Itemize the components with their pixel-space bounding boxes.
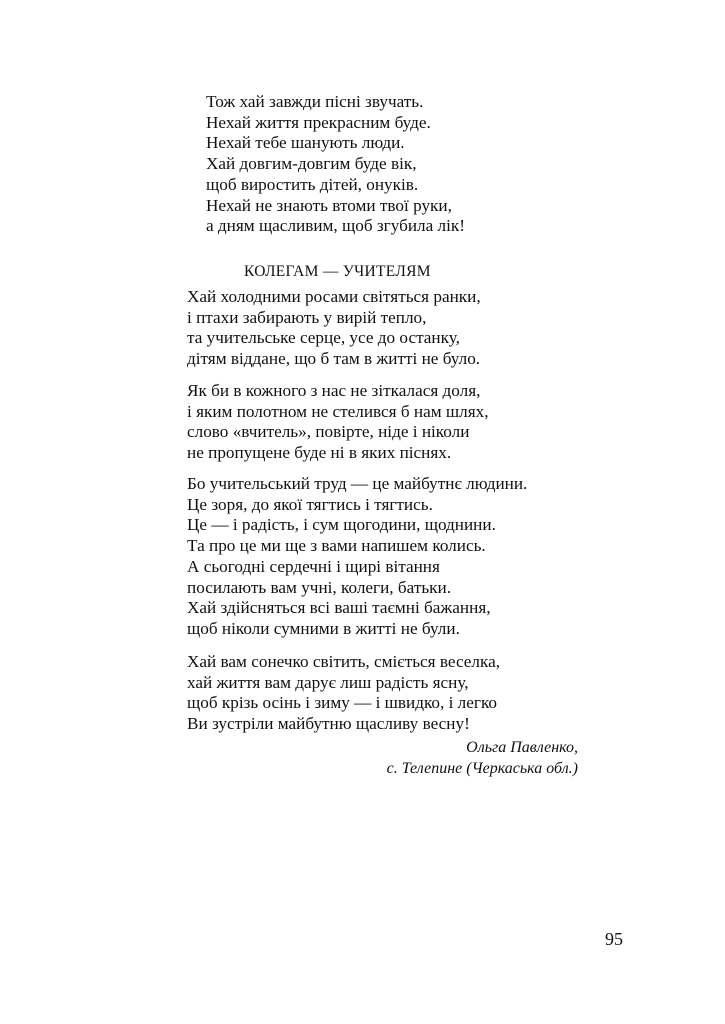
intro-line: а дням щасливим, щоб згубила лік! (206, 216, 465, 236)
poem-title: КОЛЕГАМ — УЧИТЕЛЯМ (244, 263, 431, 280)
poem-line: Хай здійсняться всі ваші таємні бажання, (187, 598, 491, 618)
poem-line: і яким полотном не стелився б нам шлях, (187, 401, 489, 421)
intro-line: щоб виростить дітей, онуків. (206, 174, 419, 194)
poem-line: та учительське серце, усе до останку, (187, 328, 460, 348)
intro-line: Нехай життя прекрасним буде. (206, 112, 431, 132)
poem-line: Хай холодними росами світяться ранки, (187, 287, 481, 306)
intro-line: Нехай тебе шанують люди. (206, 133, 405, 153)
author-location: с. Телепине (Черкаська обл.) (386, 760, 578, 777)
author-name: Ольга Павленко, (466, 739, 578, 756)
poem-line: Ви зустріли майбутню щасливу весну! (187, 714, 470, 734)
poem-line: А сьогодні сердечні і щирі вітання (187, 556, 440, 576)
poem-stanza-3 (187, 474, 527, 640)
poem-line: слово «вчитель», повірте, ніде і ніколи (187, 422, 470, 442)
intro-line: Тож хай завжди пісні звучать. (206, 92, 424, 111)
intro-line: Хай довгим-довгим буде вік, (206, 154, 417, 174)
poem-stanza-2 (187, 381, 489, 464)
poem-line: щоб ніколи сумними в житті не були. (187, 618, 460, 638)
intro-line: Нехай не знають втоми твої руки, (206, 195, 452, 215)
poem-line: посилають вам учні, колеги, батьки. (187, 577, 452, 597)
page-number: 95 (605, 929, 623, 949)
author-signature (387, 737, 578, 779)
poem-line: дітям віддане, що б там в житті не було. (187, 349, 481, 369)
poem-line: щоб крізь осінь і зиму — і швидко, і легко (187, 693, 498, 713)
poem-line: Хай вам сонечко світить, сміється веселка, (187, 652, 500, 671)
poem-line: хай життя вам дарує лиш радість ясну, (187, 672, 469, 692)
poem-line: Як би в кожного з нас не зіткалася доля, (187, 381, 481, 400)
poem-line: Та про це ми ще з вами напишем колись. (187, 536, 486, 556)
poem-stanza-4 (187, 652, 500, 735)
poem-line: і птахи забирають у вирій тепло, (187, 307, 427, 327)
poem-line: Це зоря, до якої тягтись і тягтись. (187, 494, 433, 514)
intro-stanza (206, 92, 465, 237)
poem-line: Бо учительський труд — це майбутнє людини. (187, 474, 528, 493)
poem-stanza-1 (187, 287, 481, 370)
poem-line: Це — і радість, і сум щогодини, щоднини. (187, 515, 496, 535)
poem-line: не пропущене буде ні в яких піснях. (187, 443, 452, 463)
